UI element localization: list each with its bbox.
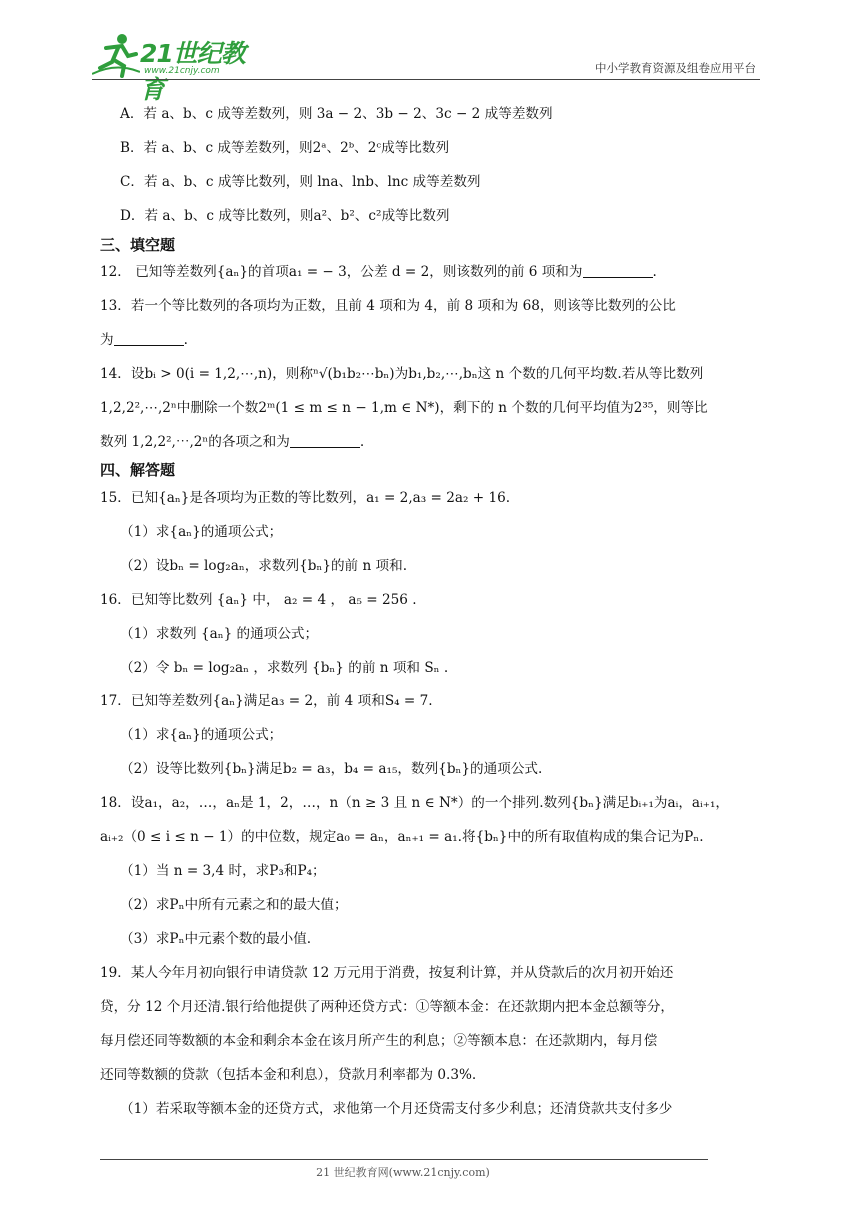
option-a: A．若 a、b、c 成等差数列，则 3a − 2、3b − 2、3c − 2 成等差数列 (120, 106, 553, 122)
platform-name: 中小学教育资源及组卷应用平台 (595, 61, 756, 75)
question-18-line2: aᵢ₊₂（0 ≤ i ≤ n − 1）的中位数，规定a₀ = aₙ，aₙ₊₁ = a₁.将{bₙ}中的所有取值构成的集合记为Pₙ. (100, 829, 704, 845)
question-14-line1: 14．设bᵢ > 0(i = 1,2,⋯,n)，则称ⁿ√(b₁b₂⋯bₙ)为b₁,b₂,⋯,bₙ这 n 个数的几何平均数.若从等比数列 (100, 366, 704, 382)
question-19-line1: 19．某人今年月初向银行申请贷款 12 万元用于消费，按复利计算，并从贷款后的次月初开始还 (100, 965, 674, 981)
runner-logo-icon (92, 32, 140, 78)
question-19-line2: 贷，分 12 个月还清.银行给他提供了两种还贷方式：①等额本金：在还款期内把本金总额等分， (100, 999, 675, 1015)
question-12 (100, 262, 657, 282)
page-header (92, 30, 760, 104)
question-13-line1: 13．若一个等比数列的各项均为正数，且前 4 项和为 4，前 8 项和为 68，则该等比数列的公比 (100, 298, 676, 314)
header-divider (92, 79, 760, 80)
option-d: D．若 a、b、c 成等比数列，则a²、b²、c²成等比数列 (120, 208, 450, 224)
question-18-part3: （3）求Pₙ中元素个数的最小值. (120, 931, 312, 947)
site-logo (92, 30, 262, 104)
section-fill-title: 三、填空题 (100, 236, 176, 254)
option-b: B．若 a、b、c 成等差数列，则2ᵃ、2ᵇ、2ᶜ成等比数列 (120, 140, 450, 156)
question-13-end: . (183, 332, 188, 348)
question-14-line3 (100, 432, 364, 452)
question-14-line2: 1,2,2²,⋯,2ⁿ中删除一个数2ᵐ(1 ≤ m ≤ n − 1,m ∈ N*)，剩下的 n 个数的几何平均值为2³⁵，则等比 (100, 400, 708, 416)
question-18-part2: （2）求Pₙ中所有元素之和的最大值； (120, 897, 348, 913)
question-15-part2: （2）设bₙ = log₂aₙ，求数列{bₙ}的前 n 项和. (120, 558, 408, 574)
question-16-stem: 16．已知等比数列 {aₙ} 中， a₂ = 4 ， a₅ = 256 . (100, 592, 417, 608)
question-16-part2: （2）令 bₙ = log₂aₙ ，求数列 {bₙ} 的前 n 项和 Sₙ . (120, 660, 449, 676)
question-19-line3: 每月偿还同等数额的本金和剩余本金在该月所产生的利息；②等额本息：在还款期内，每月偿 (100, 1033, 658, 1049)
logo-url: www.21cnjy.com (144, 66, 220, 76)
question-15-part1: （1）求{aₙ}的通项公式； (120, 524, 283, 540)
footer-divider (100, 1159, 708, 1160)
question-17-part2: （2）设等比数列{bₙ}满足b₂ = a₃，b₄ = a₁₅，数列{bₙ}的通项公式. (120, 761, 543, 777)
question-13-prefix: 为 (100, 332, 114, 348)
question-18-line1: 18．设a₁，a₂，…，aₙ是 1，2，…，n（n ≥ 3 且 n ∈ N*）的一个排列.数列{bₙ}满足bᵢ₊₁为aᵢ，aᵢ₊₁， (100, 795, 729, 811)
question-17-part1: （1）求{aₙ}的通项公式； (120, 727, 283, 743)
option-c: C．若 a、b、c 成等比数列，则 lna、lnb、lnc 成等差数列 (120, 174, 481, 190)
question-12-end: . (652, 264, 657, 280)
question-16-part1: （1）求数列 {aₙ} 的通项公式； (120, 626, 319, 642)
question-15-stem: 15．已知{aₙ}是各项均为正数的等比数列，a₁ = 2,a₃ = 2a₂ + 16. (100, 490, 511, 506)
page-footer: 21 世纪教育网(www.21cnjy.com) (316, 1166, 490, 1179)
answer-blank (114, 331, 184, 346)
answer-blank (583, 263, 653, 278)
question-19-line4: 还同等数额的贷款（包括本金和利息），贷款月利率都为 0.3%. (100, 1067, 477, 1083)
question-19-part1: （1）若采取等额本金的还贷方式，求他第一个月还贷需支付多少利息；还清贷款共支付多少 (120, 1101, 673, 1117)
question-14-end: . (359, 434, 365, 450)
question-18-part1: （1）当 n = 3,4 时，求P₃和P₄； (120, 863, 326, 879)
section-solve-title: 四、解答题 (100, 461, 176, 479)
question-14-prefix: 数列 1,2,2²,⋯,2ⁿ的各项之和为 (100, 434, 290, 450)
answer-blank (290, 433, 360, 448)
question-17-stem: 17．已知等差数列{aₙ}满足a₃ = 2，前 4 项和S₄ = 7. (100, 693, 433, 709)
question-13-line2 (100, 330, 188, 350)
question-12-text: 12． 已知等差数列{aₙ}的首项a₁ = − 3，公差 d = 2，则该数列的前 6 项和为 (100, 264, 583, 280)
logo-text: 21世纪教育 (140, 39, 245, 104)
